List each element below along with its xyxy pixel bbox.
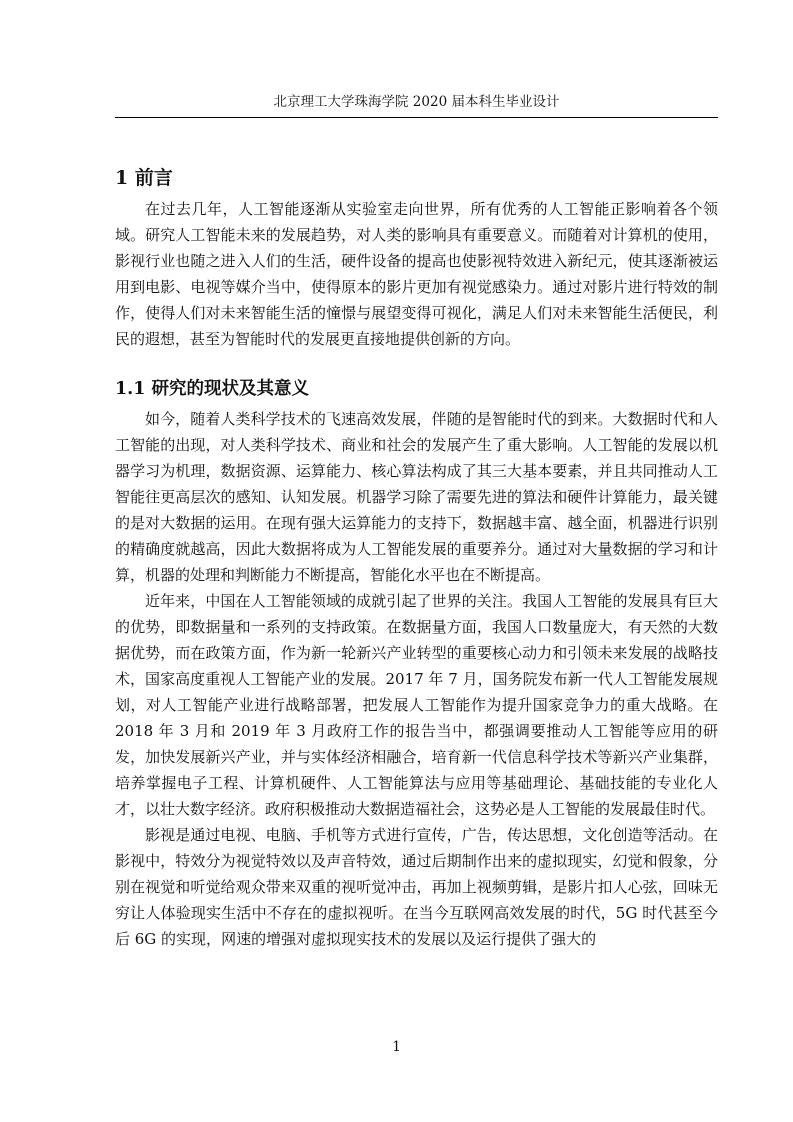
header-text: 北京理工大学珠海学院 2020 届本科生毕业设计 <box>273 94 560 110</box>
paragraph-intro: 在过去几年，人工智能逐渐从实验室走向世界，所有优秀的人工智能正影响着各个领域。研究人工智能未来的发展趋势，对人类的影响具有重要意义。而随着对计算机的使用，影视行业也随之进入人们的生活，硬件设备的提高也使影视特效进入新纪元，使其逐渐被运用到电影、电视等媒介当中，使得原本的影片更加有视觉感染力。通过对影片进行特效的制作，使得人们对未来智能生活的憧憬与展望变得可视化，满足人们对未来智能生活便民，利民的遐想，甚至为智能时代的发展更直接地提供创新的方向。 <box>115 200 718 348</box>
paragraph-status-2: 近年来，中国在人工智能领域的成就引起了世界的关注。我国人工智能的发展具有巨大的优势，即数据量和一系列的支持政策。在数据量方面，我国人口数量庞大，有天然的大数据优势，而在政策方面，作为新一轮新兴产业转型的重要核心动力和引领未来发展的战略技术，国家高度重视人工智能产业的发展。2017 年 7 月，国务院发布新一代人工智能发展规划，对人工智能产业进行战略部署，把发展人工智能作为提升国家竞争力的重大战略。在 2018 年 3 月和 2019 年 3 月政府工作的报告当中，都强调要推动人工智能等应用的研发，加快发展新兴产业，并与实体经济相融合，培育新一代信息科学技术等新兴产业集群，培养掌握电子工程、计算机硬件、人工智能算法与应用等基础理论、基础技能的专业化人才，以壮大数字经济。政府积极推动大数据造福社会，这势必是人工智能的发展最佳时代。 <box>115 592 718 818</box>
section-heading-1-1: 1.1 研究的现状及其意义 <box>115 379 310 399</box>
paragraph-status-3: 影视是通过电视、电脑、手机等方式进行宣传，广告，传达思想，文化创造等活动。在影视中，特效分为视觉特效以及声音特效，通过后期制作出来的虚拟现实，幻觉和假象，分别在视觉和听觉给观众带来双重的视听觉冲击，再加上视频剪辑，是影片扣人心弦，回味无穷让人体验现实生活中不存在的虚拟视听。在当今互联网高效发展的时代，5G 时代甚至今后 6G 的实现，网速的增强对虚拟现实技术的发展以及运行提供了强大的 <box>115 826 718 948</box>
paragraph-status-1: 如今，随着人类科学技术的飞速高效发展，伴随的是智能时代的到来。大数据时代和人工智能的出现，对人类科学技术、商业和社会的发展产生了重大影响。人工智能的发展以机器学习为机理，数据资源、运算能力、核心算法构成了其三大基本要素，并且共同推动人工智能往更高层次的感知、认知发展。机器学习除了需要先进的算法和硬件计算能力，最关键的是对大数据的运用。在现有强大运算能力的支持下，数据越丰富、越全面，机器进行识别的精确度就越高，因此大数据将成为人工智能发展的重要养分。通过对大量数据的学习和计算，机器的处理和判断能力不断提高，智能化水平也在不断提高。 <box>115 410 718 584</box>
page-number: 1 <box>392 1039 401 1055</box>
page-body <box>115 160 718 952</box>
page-header <box>115 92 718 118</box>
section-heading-1: 1 前言 <box>115 167 173 189</box>
